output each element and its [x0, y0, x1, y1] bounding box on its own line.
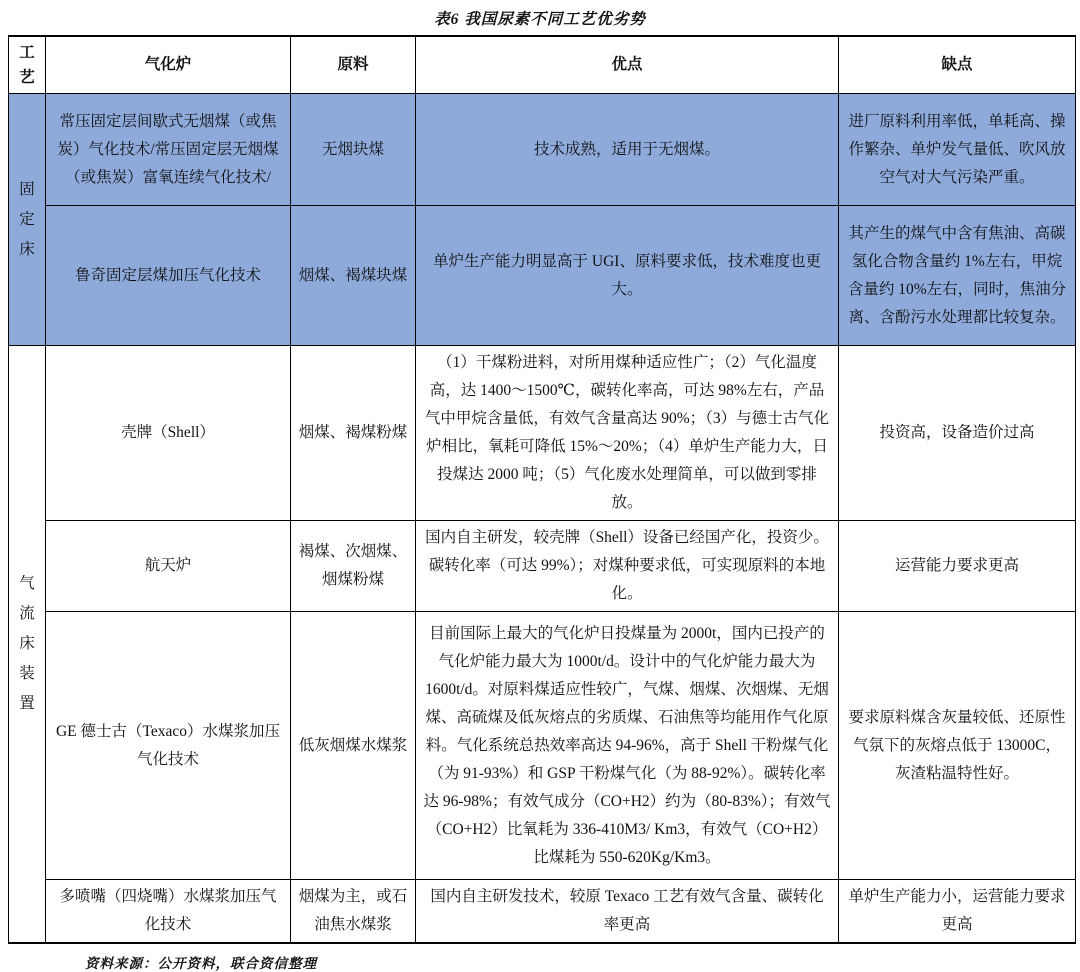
cell-cons: 其产生的煤气中含有焦油、高碳氢化合物含量约 1%左右，甲烷含量约 10%左右，同时，焦油分离、含酚污水处理都比较复杂。	[839, 206, 1076, 346]
cell-feedstock: 烟煤、褐煤块煤	[291, 206, 416, 346]
cell-pros: （1）干煤粉进料，对所用煤种适应性广；（2）气化温度高，达 1400～1500℃，碳转化率高，可达 98%左右，产品气中甲烷含量低，有效气含量高达 90%；（3）与德士古气化炉相比，氧耗可降低 15%～20%；（4）单炉生产能力大，日投煤达 2000 吨；（5）气化废水处理简单，可以做到零排放。	[416, 346, 839, 521]
source-note: 资料来源：公开资料，联合资信整理	[85, 956, 317, 971]
cell-feedstock: 无烟块煤	[291, 94, 416, 206]
table-row-entrained-2	[9, 521, 1076, 612]
cell-gasifier: GE 德士古（Texaco）水煤浆加压气化技术	[46, 612, 291, 880]
table-row-fixedbed-1	[9, 94, 1076, 206]
header-process: 工艺	[9, 36, 46, 94]
header-pros: 优点	[416, 36, 839, 94]
cell-cons: 单炉生产能力小，运营能力要求更高	[839, 880, 1076, 944]
cell-feedstock: 烟煤、褐煤粉煤	[291, 346, 416, 521]
cell-gasifier: 鲁奇固定层煤加压气化技术	[46, 206, 291, 346]
cell-cons: 投资高，设备造价过高	[839, 346, 1076, 521]
cell-pros: 国内自主研发技术，较原 Texaco 工艺有效气含量、碳转化率更高	[416, 880, 839, 944]
cell-feedstock: 烟煤为主，或石油焦水煤浆	[291, 880, 416, 944]
cell-gasifier: 航天炉	[46, 521, 291, 612]
cell-gasifier: 常压固定层间歇式无烟煤（或焦炭）气化技术/常压固定层无烟煤（或焦炭）富氧连续气化技术/	[46, 94, 291, 206]
cell-cons: 进厂原料利用率低，单耗高、操作繁杂、单炉发气量低、吹风放空气对大气污染严重。	[839, 94, 1076, 206]
cell-pros: 国内自主研发，较壳牌（Shell）设备已经国产化，投资少。碳转化率（可达 99%）；对煤种要求低，可实现原料的本地化。	[416, 521, 839, 612]
cell-pros: 单炉生产能力明显高于 UGI、原料要求低，技术难度也更大。	[416, 206, 839, 346]
cell-feedstock: 褐煤、次烟煤、烟煤粉煤	[291, 521, 416, 612]
cell-pros: 目前国际上最大的气化炉日投煤量为 2000t，国内已投产的气化炉能力最大为 1000t/d。设计中的气化炉能力最大为 1600t/d。对原料煤适应性较广，气煤、烟煤、次烟煤、无烟煤、高硫煤及低灰熔点的劣质煤、石油焦等均能用作气化原料。气化系统总热效率高达 94-96%，高于 Shell 干粉煤气化（为 91-93%）和 GSP 干粉煤气化（为 88-92%）。碳转化率达 96-98%；有效气成分（CO+H2）约为（80-83%）；有效气（CO+H2）比氧耗为 336-410M3/ Km3，有效气（CO+H2）比煤耗为 550-620Kg/Km3。	[416, 612, 839, 880]
cell-gasifier: 壳牌（Shell）	[46, 346, 291, 521]
cell-feedstock: 低灰烟煤水煤浆	[291, 612, 416, 880]
cell-cons: 运营能力要求更高	[839, 521, 1076, 612]
header-cons: 缺点	[839, 36, 1076, 94]
cell-gasifier: 多喷嘴（四烧嘴）水煤浆加压气化技术	[46, 880, 291, 944]
process-group-label-fixedbed: 固定床	[9, 94, 46, 346]
header-feedstock: 原料	[291, 36, 416, 94]
table-row-entrained-3	[9, 612, 1076, 880]
header-row	[9, 36, 1076, 94]
cell-pros: 技术成熟，适用于无烟煤。	[416, 94, 839, 206]
table-row-fixedbed-2	[9, 206, 1076, 346]
table-row-entrained-1	[9, 346, 1076, 521]
table-title: 表6 我国尿素不同工艺优劣势	[434, 11, 646, 28]
process-group-label-entrained: 气流床装置	[9, 346, 46, 944]
cell-cons: 要求原料煤含灰量较低、还原性气氛下的灰熔点低于 13000C，灰渣粘温特性好。	[839, 612, 1076, 880]
process-comparison-table	[8, 35, 1076, 944]
table-row-entrained-4	[9, 880, 1076, 944]
header-gasifier: 气化炉	[46, 36, 291, 94]
